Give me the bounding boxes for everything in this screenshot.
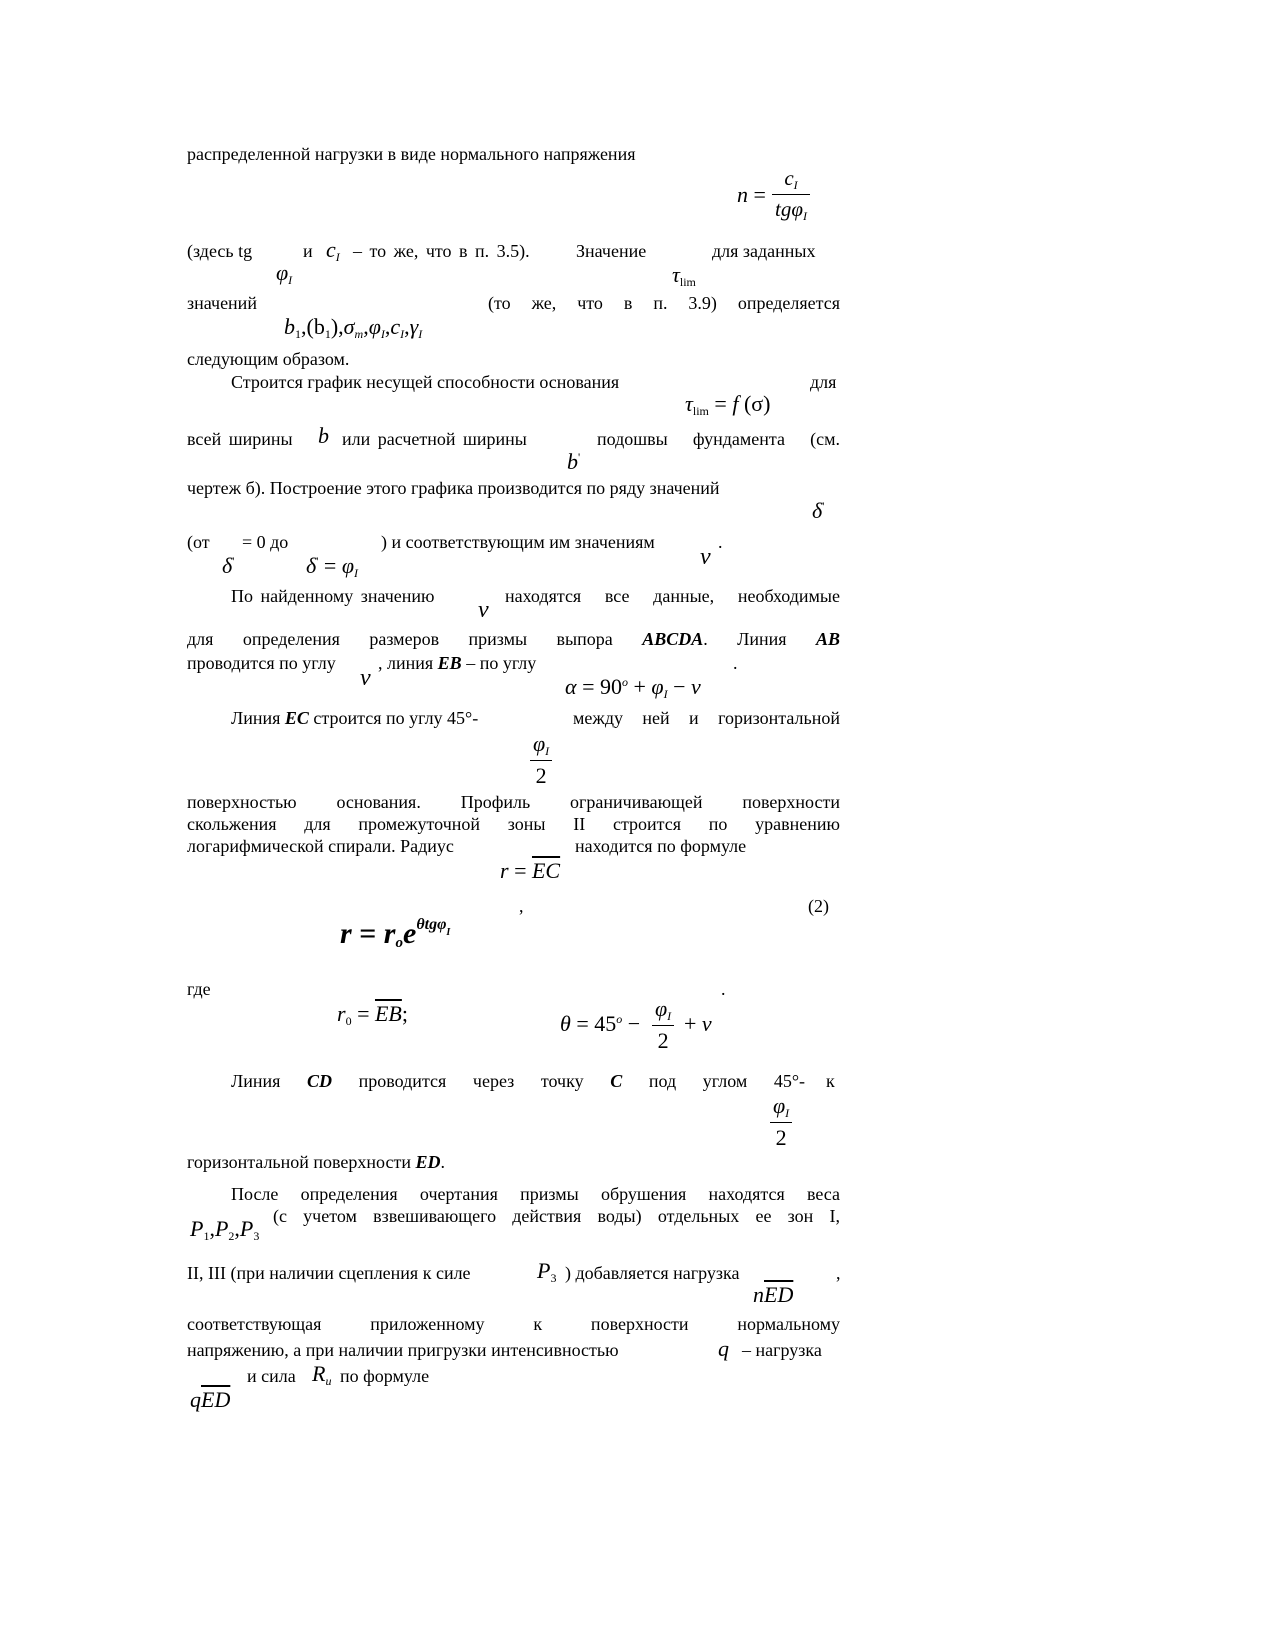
text-comma: , [519,896,524,916]
equation-number: (2) [808,896,829,916]
fraction-numerator: $c_I$ [772,168,810,195]
formula-alpha: $\alpha = 90^o + \varphi_I - \nu$ [565,674,701,701]
text-ot: (от [187,532,210,552]
text-nahoditsya: находится по формуле [575,836,747,856]
text-posle-opredeleniya: После определения очертания призмы обрушения находятся веса [231,1184,840,1204]
symbol-nu-2: ν [478,597,489,623]
symbol-b-prime: b' [567,449,581,474]
text-znacheniy: значений [187,293,257,313]
formula-delta-eq-phi: $\delta' = \varphi_I$ [306,553,358,580]
eq-sign: = [753,182,766,207]
symbol-p1-p2-p3: $P_1,P_2,P_3$ [190,1216,260,1243]
text-period-2: . [733,653,738,673]
text-line-abcda: для определения размеров призмы выпора ABCDA. Линия AB [187,629,841,649]
text-liniya-ec: Линия EC строится по углу 45°- [231,708,479,728]
var-n: n [737,182,748,207]
text-line: распределенной нагрузки в виде нормального напряжения [187,144,636,164]
formula-n-lhs [737,184,766,206]
text-period-3: . [721,979,726,999]
text-to-zhe: – то же, что в п. 3.5). [353,241,530,261]
text-line: скольжения для промежуточной зоны II строится по уравнению [187,814,840,834]
symbol-p3: $P_3$ [537,1258,557,1285]
text-logarifmicheskoy: логарифмической спирали. Радиус [187,836,454,856]
text-nahodyatsya: находятся все данные, необходимые [505,586,840,606]
text-liniya-cd: Линия CD проводится через точку C под углом 45°- [231,1071,806,1091]
formula-theta-lhs: $\theta = 45^o$ − [560,1011,641,1036]
text-chertezh: чертеж б). Построение этого графика производится по ряду значений [187,478,720,498]
formula-r0-eb: $r_0 = \overline{EB}$; [337,1001,408,1028]
text-comma-2: , [836,1263,841,1283]
text-i-sootvetstvuyushim: ) и соответствующим им значениям [381,532,655,552]
text-k: к [826,1071,835,1091]
text-podoshvy: подошвы фундамента (см. [597,429,840,449]
text-napryazheniyu: напряжению, а при наличии пригрузки интенсивностью [187,1340,619,1360]
symbol-q: q [718,1336,729,1361]
text-i: и [303,241,313,261]
formula-log-spiral: $r = r_oe^{\theta tg\varphi}_I$ [340,916,451,951]
text-provoditsya: проводится по углу [187,653,336,673]
symbol-c-I: $c_I$ [326,237,340,264]
text-dlya-zadannyh: для заданных [712,241,816,261]
text-ii-iii: II, III (при наличии сцепления к силе [187,1263,471,1283]
symbol-b: b [318,423,329,448]
text-gde: где [187,979,211,999]
text-gorizontalnoy-ed: горизонтальной поверхности ED. [187,1152,445,1172]
text-zdes: (здесь tg [187,241,253,261]
text-dlya: для [810,372,837,392]
text-dobavlyaetsya: ) добавляется нагрузка [565,1263,740,1283]
symbol-nu-3: ν [360,665,371,691]
text-line: соответствующая приложенному к поверхности нормальному [187,1314,840,1334]
symbol-q-ed: $q\overline{ED}$ [190,1387,231,1412]
fraction-phi-over-2-cd: $\frac{\varphi_I}{2}$ [770,1095,792,1149]
symbol-tau-lim: $\tau_{lim}$ [672,262,696,289]
symbol-sequence: $b_1,(b_1),\sigma_m,\varphi_I,c_I,\gamma_I$ [284,314,423,341]
text-vsey-shiriny: всей ширины [187,429,293,449]
symbol-delta-prime-2: δ' [222,553,235,578]
formula-tau-lim-f-sigma: $\tau_{lim} = f$ (σ) [685,391,771,418]
formula-theta-rhs: + ν [684,1011,712,1036]
fraction-phi-over-2: $\frac{\varphi_I}{2}$ [530,733,552,787]
text-period: . [718,532,723,552]
text-s-uchetom: (с учетом взвешивающего действия воды) отдельных ее зон I, [273,1206,840,1226]
text-po-naydennomu: По найденному значению [231,586,435,606]
fraction-denominator: tgφ$_I$ [775,197,807,223]
text-line: поверхностью основания. Профиль ограничивающей поверхности [187,792,840,812]
symbol-n-ed: $n\overline{ED}$ [753,1282,794,1307]
text-mezhdu-ney: между ней и горизонтальной [573,708,840,728]
text-to-zhe-3-9: (то же, что в п. 3.9) определяется [488,293,840,313]
text-stroitsya-grafik: Строится график несущей способности основания [231,372,620,392]
text-sleduyushim: следующим образом. [187,349,350,369]
text-znachenie: Значение [576,241,647,261]
fraction-c-over-tgphi [772,168,810,222]
symbol-phi-I: $\varphi_I$ [276,260,293,287]
text-nagruzka: – нагрузка [742,1340,822,1360]
fraction-phi-over-2-theta: $\frac{\varphi_I}{2}$ [652,998,674,1052]
text-po-formule: по формуле [340,1366,430,1386]
text-ravno-0-do: = 0 до [242,532,289,552]
formula-r-ec: $r = \overline{EC}$ [500,858,561,883]
text-liniya-eb: , линия EB – по углу [378,653,537,673]
text-ili-raschetnoy: или расчетной ширины [342,429,527,449]
symbol-delta-prime: δ' [812,498,825,523]
symbol-r-u: $R_u$ [312,1361,332,1388]
text-i-sila: и сила [247,1366,296,1386]
symbol-nu: ν [700,544,711,570]
